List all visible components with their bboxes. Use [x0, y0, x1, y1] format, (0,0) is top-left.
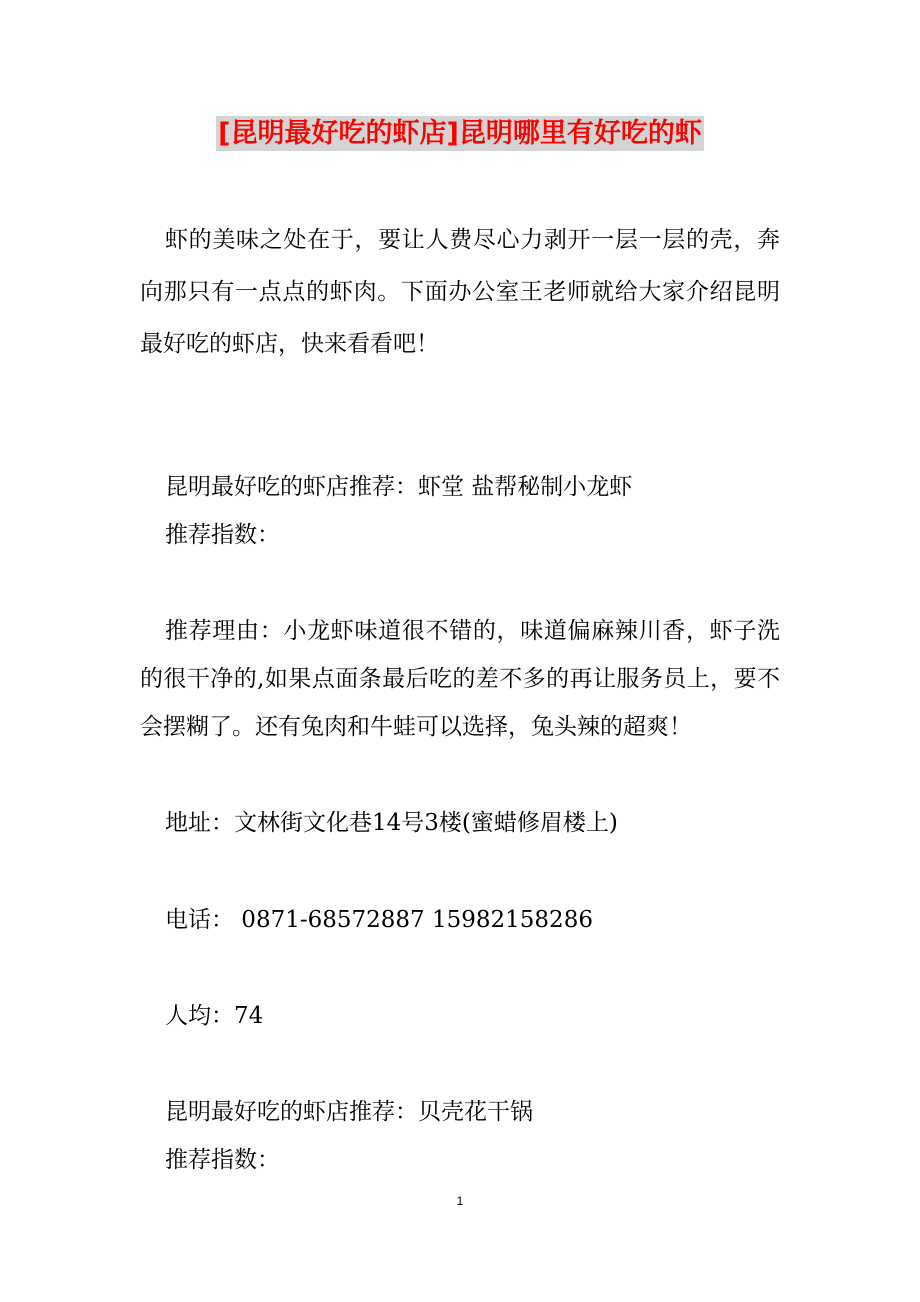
shop1-address: 地址：文林街文化巷14号3楼(蜜蜡修眉楼上): [165, 810, 618, 836]
shop1-reason: 推荐理由：小龙虾味道很不错的，味道偏麻辣川香，虾子洗的很干净的,如果点面条最后吃的差不多的再让服务员上，要不会摆糊了。还有兔肉和牛蛙可以选择，兔头辣的超爽！: [140, 618, 780, 740]
intro-paragraph: 虾的美味之处在于，要让人费尽心力剥开一层一层的壳，奔向那只有一点点的虾肉。下面办公室王老师就给大家介绍昆明最好吃的虾店，快来看看吧！: [140, 227, 780, 357]
shop1-per-capita: 人均：74: [165, 1003, 264, 1029]
document-title: [0, 116, 920, 152]
shop2-name: 昆明最好吃的虾店推荐：贝壳花干锅: [165, 1099, 533, 1125]
shop1-phone: 电话： 0871-68572887 15982158286: [165, 907, 593, 933]
shop1-name: 昆明最好吃的虾店推荐：虾堂 盐帮秘制小龙虾: [165, 474, 633, 500]
shop1-rating-label: 推荐指数：: [165, 522, 280, 548]
title-text: [昆明最好吃的虾店]昆明哪里有好吃的虾: [218, 118, 702, 149]
shop2-rating-label: 推荐指数：: [165, 1147, 280, 1173]
page-number: 1: [456, 1194, 464, 1208]
